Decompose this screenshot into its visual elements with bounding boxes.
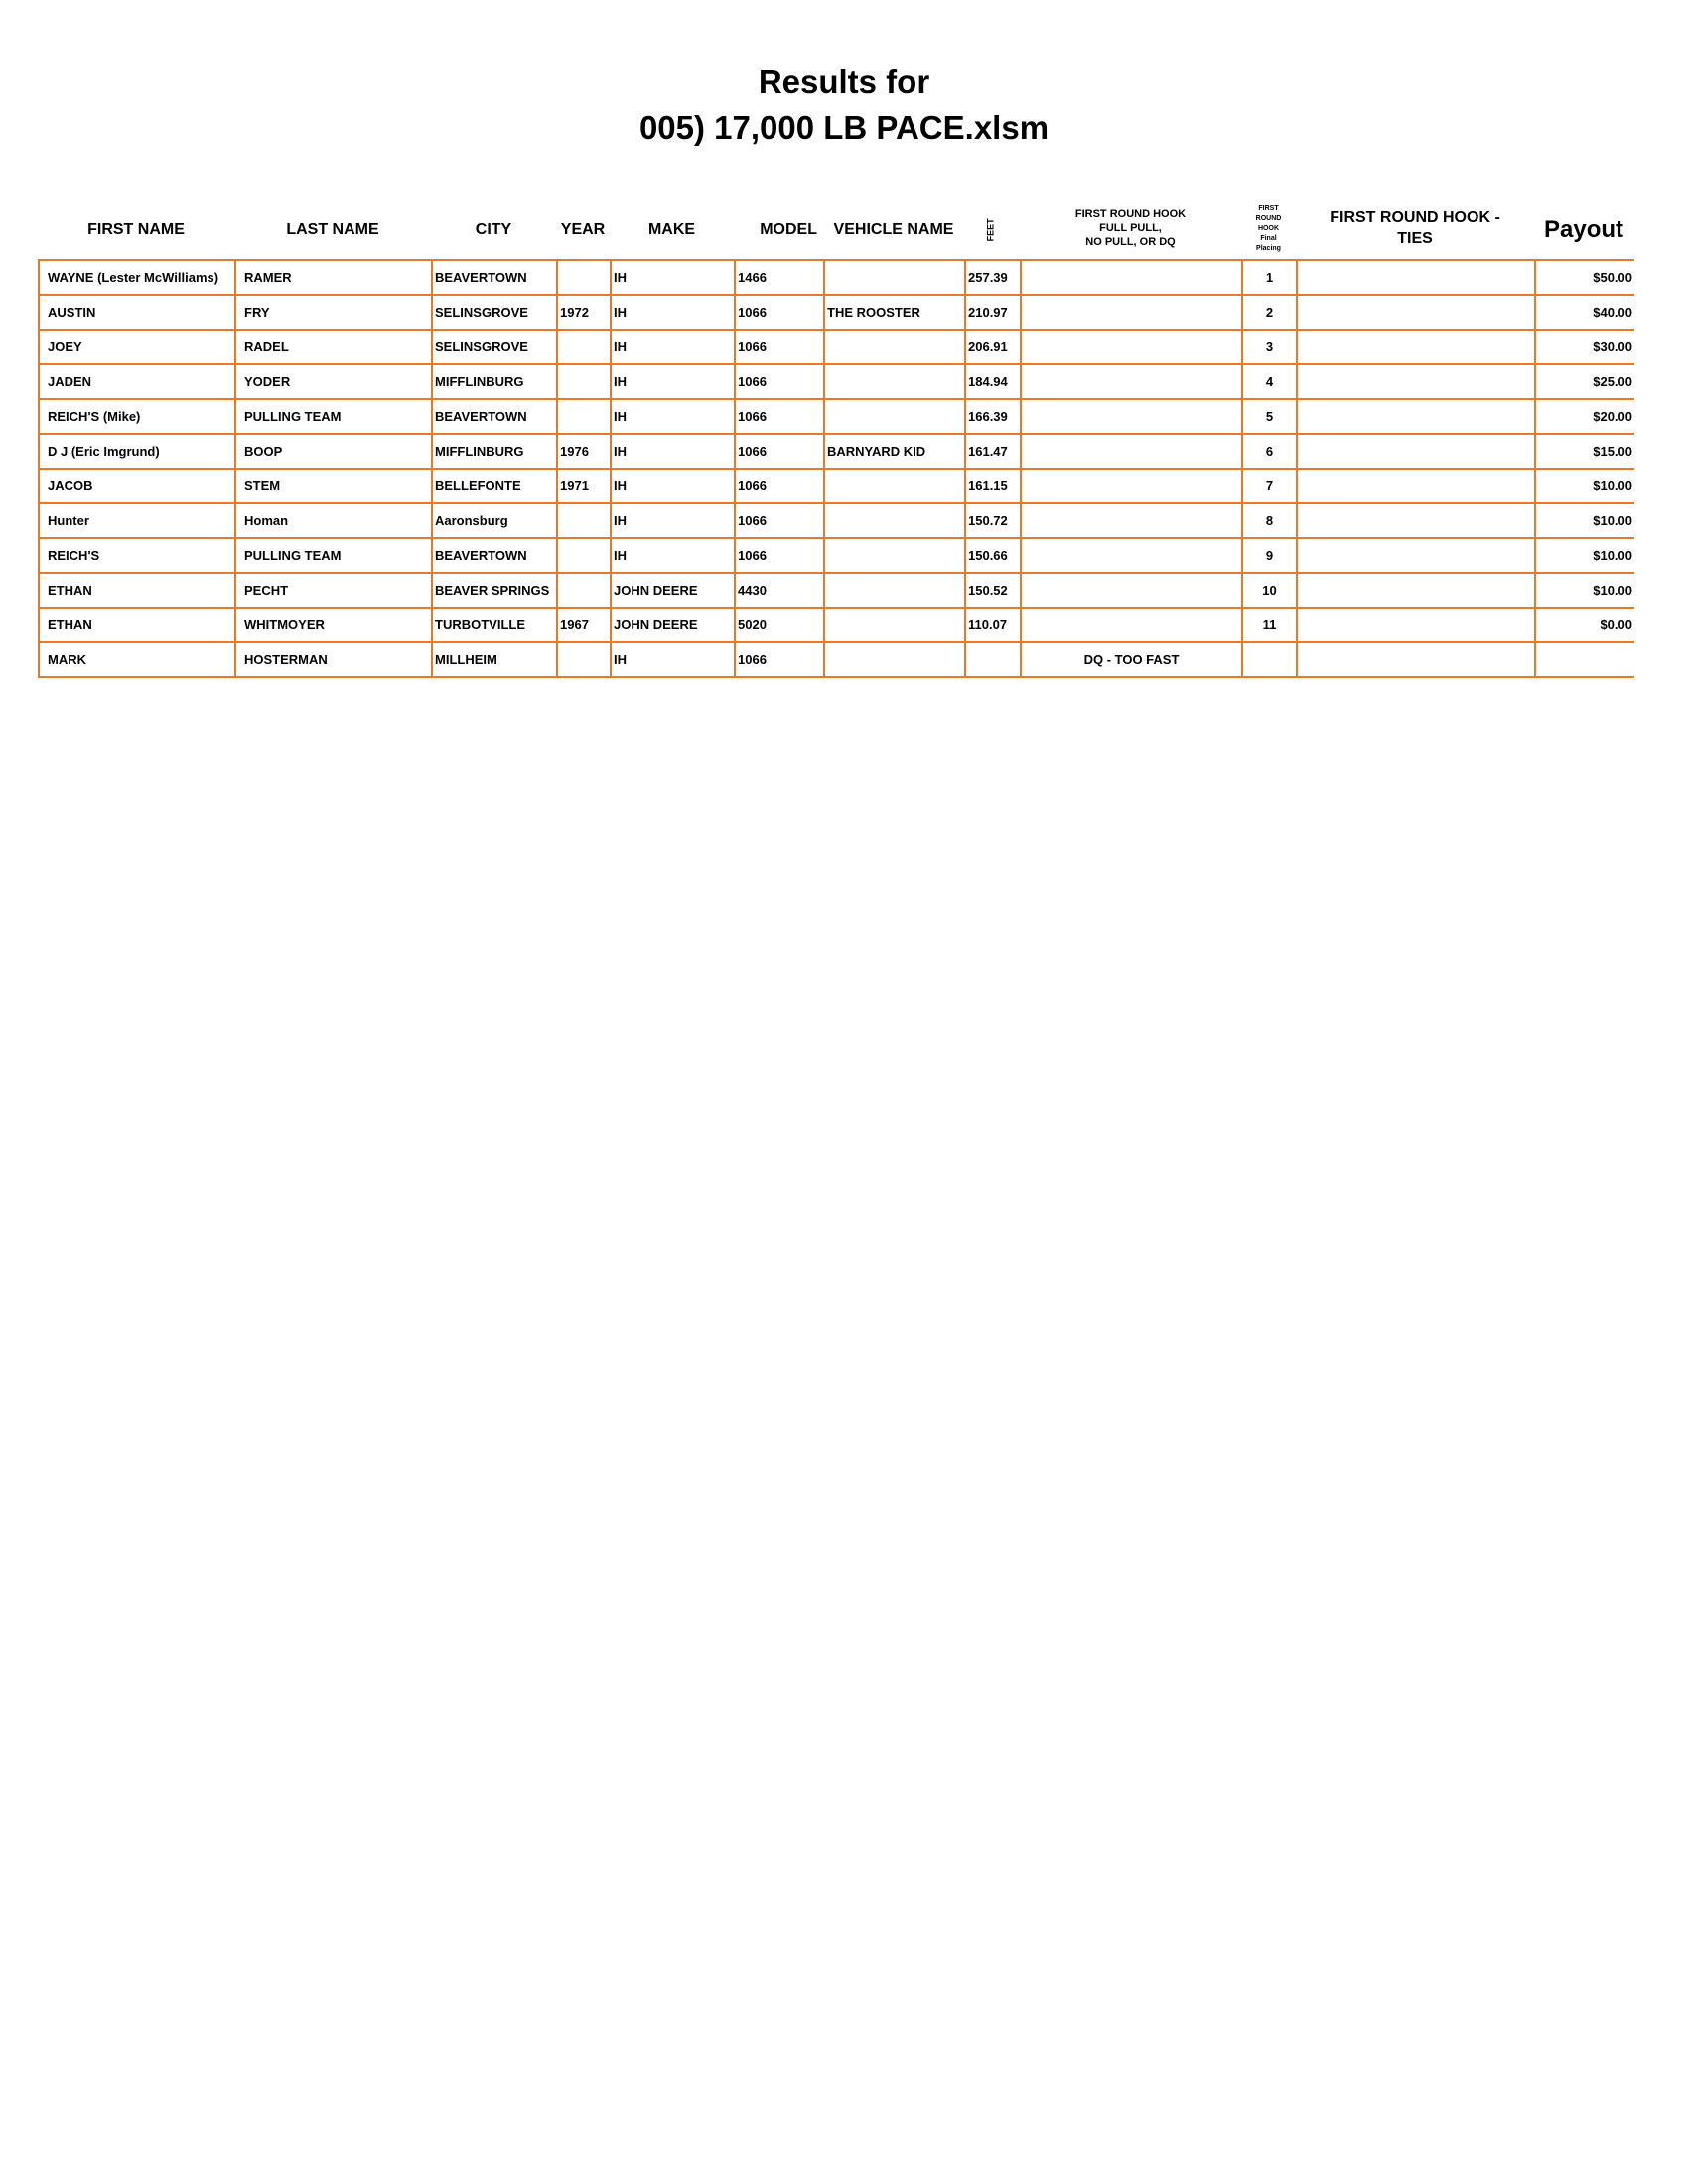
- feet-cell: 150.66: [965, 538, 1021, 573]
- vehicle-name-cell: THE ROOSTER: [824, 295, 965, 330]
- vehicle-name-cell: BARNYARD KID: [824, 434, 965, 469]
- model-cell: 1466: [735, 260, 824, 295]
- feet-cell: 150.52: [965, 573, 1021, 608]
- year-cell: 1971: [557, 469, 611, 503]
- feet-cell: 161.47: [965, 434, 1021, 469]
- model-cell: 1066: [735, 399, 824, 434]
- header-hook-line3: NO PULL, OR DQ: [1085, 236, 1176, 249]
- first-round-hook-cell: [1021, 434, 1242, 469]
- last-name-cell: YODER: [235, 364, 432, 399]
- vehicle-name-cell: [824, 399, 965, 434]
- vehicle-name-cell: [824, 573, 965, 608]
- city-cell: BEAVERTOWN: [432, 399, 557, 434]
- year-cell: [557, 364, 611, 399]
- header-placing-line5: Placing: [1256, 245, 1281, 253]
- year-cell: [557, 573, 611, 608]
- make-cell: IH: [611, 364, 735, 399]
- model-cell: 4430: [735, 573, 824, 608]
- table-row: [39, 503, 1634, 538]
- header-ties: [1296, 203, 1534, 256]
- first-round-hook-cell: DQ - TOO FAST: [1021, 642, 1242, 677]
- first-round-hook-cell: [1021, 573, 1242, 608]
- page-title: Results for: [758, 64, 930, 100]
- vehicle-name-cell: [824, 330, 965, 364]
- first-name-cell: REICH'S (Mike): [39, 399, 235, 434]
- model-cell: 1066: [735, 364, 824, 399]
- feet-cell: 161.15: [965, 469, 1021, 503]
- ties-cell: [1297, 538, 1535, 573]
- ties-cell: [1297, 434, 1535, 469]
- first-round-hook-cell: [1021, 399, 1242, 434]
- ties-cell: [1297, 330, 1535, 364]
- make-cell: IH: [611, 538, 735, 573]
- table-row: [39, 608, 1634, 642]
- header-placing-line4: Final: [1260, 235, 1277, 243]
- placing-cell: [1242, 642, 1297, 677]
- placing-cell: 3: [1242, 330, 1297, 364]
- first-name-cell: JOEY: [39, 330, 235, 364]
- placing-cell: 5: [1242, 399, 1297, 434]
- header-feet: [964, 208, 1020, 252]
- year-cell: 1972: [557, 295, 611, 330]
- make-cell: JOHN DEERE: [611, 608, 735, 642]
- header-final-placing: [1241, 199, 1296, 260]
- ties-cell: [1297, 399, 1535, 434]
- first-name-cell: ETHAN: [39, 608, 235, 642]
- payout-cell: $50.00: [1535, 260, 1634, 295]
- first-round-hook-cell: [1021, 469, 1242, 503]
- header-model: MODEL: [760, 220, 817, 238]
- first-name-cell: REICH'S: [39, 538, 235, 573]
- payout-cell: $10.00: [1535, 469, 1634, 503]
- header-city: CITY: [475, 220, 512, 238]
- header-first-round-hook: [1020, 201, 1241, 256]
- city-cell: Aaronsburg: [432, 503, 557, 538]
- first-name-cell: MARK: [39, 642, 235, 677]
- placing-cell: 8: [1242, 503, 1297, 538]
- feet-cell: 150.72: [965, 503, 1021, 538]
- placing-cell: 6: [1242, 434, 1297, 469]
- last-name-cell: STEM: [235, 469, 432, 503]
- ties-cell: [1297, 295, 1535, 330]
- payout-cell: $10.00: [1535, 573, 1634, 608]
- header-payout: Payout: [1543, 216, 1623, 244]
- model-cell: 5020: [735, 608, 824, 642]
- placing-cell: 10: [1242, 573, 1297, 608]
- table-row: [39, 295, 1634, 330]
- table-row: [39, 260, 1634, 295]
- year-cell: [557, 330, 611, 364]
- last-name-cell: PECHT: [235, 573, 432, 608]
- header-make: MAKE: [647, 220, 696, 238]
- vehicle-name-cell: [824, 642, 965, 677]
- payout-cell: $10.00: [1535, 538, 1634, 573]
- make-cell: IH: [611, 260, 735, 295]
- make-cell: IH: [611, 399, 735, 434]
- ties-cell: [1297, 608, 1535, 642]
- first-round-hook-cell: [1021, 503, 1242, 538]
- header-hook-line1: FIRST ROUND HOOK: [1074, 207, 1187, 220]
- payout-cell: $40.00: [1535, 295, 1634, 330]
- first-name-cell: D J (Eric Imgrund): [39, 434, 235, 469]
- payout-cell: $20.00: [1535, 399, 1634, 434]
- first-name-cell: JADEN: [39, 364, 235, 399]
- header-ties-line1: FIRST ROUND HOOK -: [1330, 209, 1500, 227]
- first-name-cell: AUSTIN: [39, 295, 235, 330]
- header-feet-label: FEET: [986, 218, 997, 242]
- last-name-cell: RAMER: [235, 260, 432, 295]
- placing-cell: 1: [1242, 260, 1297, 295]
- table-row: [39, 642, 1634, 677]
- vehicle-name-cell: [824, 503, 965, 538]
- year-cell: [557, 503, 611, 538]
- table-row: [39, 330, 1634, 364]
- first-round-hook-cell: [1021, 364, 1242, 399]
- first-round-hook-cell: [1021, 295, 1242, 330]
- city-cell: SELINSGROVE: [432, 295, 557, 330]
- last-name-cell: PULLING TEAM: [235, 538, 432, 573]
- ties-cell: [1297, 503, 1535, 538]
- table-row: [39, 434, 1634, 469]
- model-cell: 1066: [735, 434, 824, 469]
- feet-cell: [965, 642, 1021, 677]
- year-cell: [557, 260, 611, 295]
- vehicle-name-cell: [824, 260, 965, 295]
- payout-cell: [1535, 642, 1634, 677]
- last-name-cell: PULLING TEAM: [235, 399, 432, 434]
- city-cell: SELINSGROVE: [432, 330, 557, 364]
- placing-cell: 11: [1242, 608, 1297, 642]
- feet-cell: 184.94: [965, 364, 1021, 399]
- first-name-cell: Hunter: [39, 503, 235, 538]
- first-name-cell: ETHAN: [39, 573, 235, 608]
- model-cell: 1066: [735, 503, 824, 538]
- table-row: [39, 538, 1634, 573]
- make-cell: IH: [611, 469, 735, 503]
- make-cell: IH: [611, 642, 735, 677]
- feet-cell: 210.97: [965, 295, 1021, 330]
- last-name-cell: WHITMOYER: [235, 608, 432, 642]
- make-cell: IH: [611, 434, 735, 469]
- vehicle-name-cell: [824, 608, 965, 642]
- city-cell: MIFFLINBURG: [432, 434, 557, 469]
- last-name-cell: HOSTERMAN: [235, 642, 432, 677]
- city-cell: MILLHEIM: [432, 642, 557, 677]
- model-cell: 1066: [735, 330, 824, 364]
- results-table: [38, 259, 1634, 678]
- placing-cell: 4: [1242, 364, 1297, 399]
- header-vehicle-name: VEHICLE NAME: [833, 220, 954, 238]
- model-cell: 1066: [735, 642, 824, 677]
- model-cell: 1066: [735, 538, 824, 573]
- header-first-name: FIRST NAME: [87, 220, 185, 238]
- first-round-hook-cell: [1021, 538, 1242, 573]
- feet-cell: 166.39: [965, 399, 1021, 434]
- first-round-hook-cell: [1021, 330, 1242, 364]
- payout-cell: $0.00: [1535, 608, 1634, 642]
- feet-cell: 257.39: [965, 260, 1021, 295]
- ties-cell: [1297, 642, 1535, 677]
- last-name-cell: RADEL: [235, 330, 432, 364]
- vehicle-name-cell: [824, 469, 965, 503]
- table-row: [39, 573, 1634, 608]
- make-cell: IH: [611, 503, 735, 538]
- payout-cell: $15.00: [1535, 434, 1634, 469]
- city-cell: TURBOTVILLE: [432, 608, 557, 642]
- feet-cell: 206.91: [965, 330, 1021, 364]
- header-placing-line2: ROUND: [1255, 214, 1282, 222]
- last-name-cell: BOOP: [235, 434, 432, 469]
- city-cell: BELLEFONTE: [432, 469, 557, 503]
- ties-cell: [1297, 469, 1535, 503]
- year-cell: [557, 538, 611, 573]
- vehicle-name-cell: [824, 364, 965, 399]
- header-hook-line2: FULL PULL,: [1099, 221, 1162, 234]
- ties-cell: [1297, 260, 1535, 295]
- payout-cell: $25.00: [1535, 364, 1634, 399]
- model-cell: 1066: [735, 469, 824, 503]
- first-round-hook-cell: [1021, 260, 1242, 295]
- city-cell: BEAVERTOWN: [432, 260, 557, 295]
- header-ties-line2: TIES: [1397, 230, 1433, 247]
- payout-cell: $10.00: [1535, 503, 1634, 538]
- city-cell: BEAVERTOWN: [432, 538, 557, 573]
- make-cell: IH: [611, 330, 735, 364]
- table-row: [39, 399, 1634, 434]
- header-year: YEAR: [560, 220, 606, 238]
- feet-cell: 110.07: [965, 608, 1021, 642]
- header-last-name: LAST NAME: [286, 220, 379, 238]
- ties-cell: [1297, 573, 1535, 608]
- table-row: [39, 364, 1634, 399]
- model-cell: 1066: [735, 295, 824, 330]
- make-cell: JOHN DEERE: [611, 573, 735, 608]
- year-cell: [557, 399, 611, 434]
- make-cell: IH: [611, 295, 735, 330]
- ties-cell: [1297, 364, 1535, 399]
- placing-cell: 2: [1242, 295, 1297, 330]
- vehicle-name-cell: [824, 538, 965, 573]
- header-placing-line3: HOOK: [1258, 224, 1279, 232]
- last-name-cell: FRY: [235, 295, 432, 330]
- year-cell: [557, 642, 611, 677]
- city-cell: BEAVER SPRINGS: [432, 573, 557, 608]
- placing-cell: 9: [1242, 538, 1297, 573]
- placing-cell: 7: [1242, 469, 1297, 503]
- first-round-hook-cell: [1021, 608, 1242, 642]
- year-cell: 1967: [557, 608, 611, 642]
- last-name-cell: Homan: [235, 503, 432, 538]
- first-name-cell: JACOB: [39, 469, 235, 503]
- year-cell: 1976: [557, 434, 611, 469]
- page-subtitle: 005) 17,000 LB PACE.xlsm: [638, 109, 1050, 146]
- header-placing-line1: FIRST: [1258, 205, 1279, 212]
- first-name-cell: WAYNE (Lester McWilliams): [39, 260, 235, 295]
- payout-cell: $30.00: [1535, 330, 1634, 364]
- city-cell: MIFFLINBURG: [432, 364, 557, 399]
- table-row: [39, 469, 1634, 503]
